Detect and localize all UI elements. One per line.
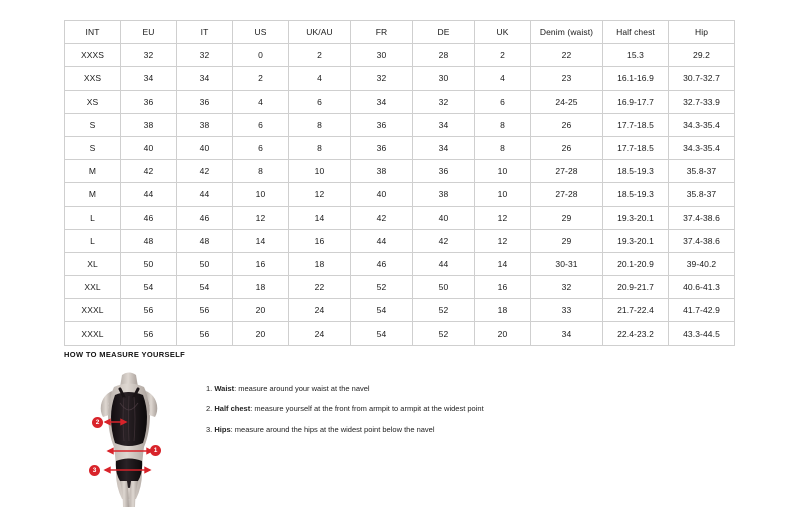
cell-fr: 54 (351, 299, 413, 322)
cell-fr: 40 (351, 183, 413, 206)
cell-it: 38 (177, 113, 233, 136)
cell-uk: 14 (475, 252, 531, 275)
cell-eu: 56 (121, 322, 177, 345)
cell-us: 14 (233, 229, 289, 252)
cell-uk-au: 10 (289, 160, 351, 183)
cell-uk-au: 8 (289, 136, 351, 159)
cell-it: 40 (177, 136, 233, 159)
cell-fr: 54 (351, 322, 413, 345)
table-row (65, 113, 735, 136)
cell-de: 34 (413, 136, 475, 159)
cell-denim-waist: 30-31 (531, 252, 603, 275)
column-header-eu: EU (121, 21, 177, 44)
cell-us: 2 (233, 67, 289, 90)
cell-de: 44 (413, 252, 475, 275)
measure-note-waist (206, 383, 484, 394)
cell-half-chest: 17.7-18.5 (603, 136, 669, 159)
cell-de: 30 (413, 67, 475, 90)
table-header (65, 21, 735, 44)
cell-half-chest: 15.3 (603, 44, 669, 67)
column-header-uk: UK (475, 21, 531, 44)
cell-hip: 41.7-42.9 (669, 299, 735, 322)
cell-it: 50 (177, 252, 233, 275)
cell-de: 50 (413, 276, 475, 299)
size-chart-table-container (64, 20, 734, 346)
cell-int: XXS (65, 67, 121, 90)
cell-uk-au: 12 (289, 183, 351, 206)
cell-hip: 34.3-35.4 (669, 136, 735, 159)
cell-half-chest: 16.1-16.9 (603, 67, 669, 90)
cell-int: L (65, 206, 121, 229)
badge-hips: 3 (89, 465, 100, 476)
cell-eu: 32 (121, 44, 177, 67)
cell-denim-waist: 23 (531, 67, 603, 90)
cell-fr: 34 (351, 90, 413, 113)
cell-uk: 8 (475, 113, 531, 136)
cell-denim-waist: 27-28 (531, 160, 603, 183)
cell-uk-au: 6 (289, 90, 351, 113)
cell-us: 0 (233, 44, 289, 67)
cell-int: XS (65, 90, 121, 113)
cell-half-chest: 20.9-21.7 (603, 276, 669, 299)
table-row (65, 299, 735, 322)
cell-us: 16 (233, 252, 289, 275)
cell-denim-waist: 27-28 (531, 183, 603, 206)
cell-uk: 20 (475, 322, 531, 345)
cell-fr: 30 (351, 44, 413, 67)
cell-uk-au: 24 (289, 322, 351, 345)
table-header-row (65, 21, 735, 44)
cell-us: 12 (233, 206, 289, 229)
cell-eu: 48 (121, 229, 177, 252)
cell-half-chest: 18.5-19.3 (603, 160, 669, 183)
cell-fr: 42 (351, 206, 413, 229)
table-row (65, 136, 735, 159)
cell-denim-waist: 32 (531, 276, 603, 299)
cell-hip: 40.6-41.3 (669, 276, 735, 299)
table-row (65, 229, 735, 252)
table-row (65, 67, 735, 90)
table-row (65, 183, 735, 206)
cell-de: 28 (413, 44, 475, 67)
cell-uk: 2 (475, 44, 531, 67)
cell-hip: 32.7-33.9 (669, 90, 735, 113)
cell-uk-au: 8 (289, 113, 351, 136)
cell-hip: 29.2 (669, 44, 735, 67)
cell-half-chest: 22.4-23.2 (603, 322, 669, 345)
note-number: 2. (206, 404, 213, 414)
table-row (65, 90, 735, 113)
cell-de: 52 (413, 322, 475, 345)
cell-fr: 36 (351, 113, 413, 136)
cell-us: 8 (233, 160, 289, 183)
cell-uk: 12 (475, 229, 531, 252)
cell-eu: 38 (121, 113, 177, 136)
note-term: Hips (214, 424, 231, 434)
cell-it: 44 (177, 183, 233, 206)
cell-denim-waist: 33 (531, 299, 603, 322)
cell-de: 32 (413, 90, 475, 113)
cell-half-chest: 19.3-20.1 (603, 206, 669, 229)
cell-uk-au: 24 (289, 299, 351, 322)
cell-fr: 32 (351, 67, 413, 90)
column-header-half-chest: Half chest (603, 21, 669, 44)
table-row (65, 160, 735, 183)
column-header-uk-au: UK/AU (289, 21, 351, 44)
cell-int: S (65, 136, 121, 159)
cell-eu: 54 (121, 276, 177, 299)
note-text: : measure around your waist at the navel (234, 384, 370, 393)
mannequin-svg (64, 369, 194, 514)
cell-uk: 16 (475, 276, 531, 299)
cell-de: 42 (413, 229, 475, 252)
cell-denim-waist: 26 (531, 113, 603, 136)
column-header-int: INT (65, 21, 121, 44)
cell-hip: 43.3-44.5 (669, 322, 735, 345)
cell-uk-au: 2 (289, 44, 351, 67)
cell-it: 42 (177, 160, 233, 183)
cell-fr: 36 (351, 136, 413, 159)
column-header-fr: FR (351, 21, 413, 44)
cell-eu: 36 (121, 90, 177, 113)
cell-int: M (65, 160, 121, 183)
cell-us: 20 (233, 322, 289, 345)
cell-uk: 12 (475, 206, 531, 229)
cell-eu: 34 (121, 67, 177, 90)
cell-denim-waist: 29 (531, 229, 603, 252)
cell-us: 10 (233, 183, 289, 206)
measure-notes-list (206, 369, 484, 444)
cell-eu: 56 (121, 299, 177, 322)
cell-int: S (65, 113, 121, 136)
table-body (65, 44, 735, 345)
note-number: 3. (206, 424, 213, 434)
cell-it: 32 (177, 44, 233, 67)
note-text: : measure yourself at the front from armpit to armpit at the widest point (250, 404, 484, 414)
cell-us: 6 (233, 136, 289, 159)
cell-denim-waist: 22 (531, 44, 603, 67)
cell-hip: 30.7-32.7 (669, 67, 735, 90)
measure-note-hips (206, 424, 484, 435)
cell-eu: 46 (121, 206, 177, 229)
cell-hip: 39-40.2 (669, 252, 735, 275)
how-to-measure-title: HOW TO MEASURE YOURSELF (64, 350, 186, 359)
how-to-measure-body (64, 369, 744, 514)
cell-denim-waist: 26 (531, 136, 603, 159)
cell-it: 56 (177, 322, 233, 345)
badge-half-chest: 2 (92, 417, 103, 428)
cell-int: XXXS (65, 44, 121, 67)
cell-it: 48 (177, 229, 233, 252)
column-header-de: DE (413, 21, 475, 44)
badge-waist: 1 (150, 445, 161, 456)
cell-fr: 52 (351, 276, 413, 299)
table-row (65, 322, 735, 345)
cell-int: XXXL (65, 299, 121, 322)
size-chart-table (64, 20, 735, 346)
cell-de: 40 (413, 206, 475, 229)
cell-uk: 10 (475, 183, 531, 206)
cell-uk-au: 18 (289, 252, 351, 275)
table-row (65, 252, 735, 275)
note-term: Waist (214, 384, 235, 393)
cell-uk: 18 (475, 299, 531, 322)
cell-denim-waist: 34 (531, 322, 603, 345)
cell-int: XL (65, 252, 121, 275)
cell-it: 56 (177, 299, 233, 322)
cell-it: 54 (177, 276, 233, 299)
cell-uk: 4 (475, 67, 531, 90)
cell-it: 34 (177, 67, 233, 90)
cell-uk: 10 (475, 160, 531, 183)
cell-uk-au: 16 (289, 229, 351, 252)
cell-half-chest: 18.5-19.3 (603, 183, 669, 206)
cell-it: 46 (177, 206, 233, 229)
cell-eu: 50 (121, 252, 177, 275)
cell-int: L (65, 229, 121, 252)
column-header-denim-waist: Denim (waist) (531, 21, 603, 44)
cell-uk: 6 (475, 90, 531, 113)
cell-fr: 38 (351, 160, 413, 183)
cell-int: M (65, 183, 121, 206)
table-row (65, 44, 735, 67)
cell-half-chest: 16.9-17.7 (603, 90, 669, 113)
cell-uk-au: 14 (289, 206, 351, 229)
cell-de: 36 (413, 160, 475, 183)
table-row (65, 206, 735, 229)
how-to-measure-section (64, 350, 744, 514)
cell-int: XXL (65, 276, 121, 299)
mannequin-illustration (64, 369, 194, 514)
cell-half-chest: 19.3-20.1 (603, 229, 669, 252)
cell-int: XXXL (65, 322, 121, 345)
cell-us: 18 (233, 276, 289, 299)
cell-denim-waist: 24-25 (531, 90, 603, 113)
cell-uk: 8 (475, 136, 531, 159)
measure-note-half-chest (206, 403, 484, 414)
cell-fr: 44 (351, 229, 413, 252)
cell-hip: 37.4-38.6 (669, 206, 735, 229)
cell-de: 52 (413, 299, 475, 322)
note-text: : measure around the hips at the widest point below the navel (230, 424, 435, 434)
cell-de: 34 (413, 113, 475, 136)
cell-half-chest: 21.7-22.4 (603, 299, 669, 322)
note-term: Half chest (214, 404, 251, 414)
cell-fr: 46 (351, 252, 413, 275)
cell-half-chest: 20.1-20.9 (603, 252, 669, 275)
column-header-hip: Hip (669, 21, 735, 44)
cell-de: 38 (413, 183, 475, 206)
cell-denim-waist: 29 (531, 206, 603, 229)
cell-eu: 42 (121, 160, 177, 183)
table-row (65, 276, 735, 299)
cell-eu: 44 (121, 183, 177, 206)
cell-half-chest: 17.7-18.5 (603, 113, 669, 136)
cell-it: 36 (177, 90, 233, 113)
cell-us: 4 (233, 90, 289, 113)
column-header-us: US (233, 21, 289, 44)
column-header-it: IT (177, 21, 233, 44)
cell-hip: 34.3-35.4 (669, 113, 735, 136)
cell-us: 20 (233, 299, 289, 322)
cell-uk-au: 4 (289, 67, 351, 90)
cell-us: 6 (233, 113, 289, 136)
cell-hip: 35.8-37 (669, 160, 735, 183)
cell-hip: 37.4-38.6 (669, 229, 735, 252)
cell-hip: 35.8-37 (669, 183, 735, 206)
cell-eu: 40 (121, 136, 177, 159)
note-number: 1. (206, 384, 213, 393)
cell-uk-au: 22 (289, 276, 351, 299)
